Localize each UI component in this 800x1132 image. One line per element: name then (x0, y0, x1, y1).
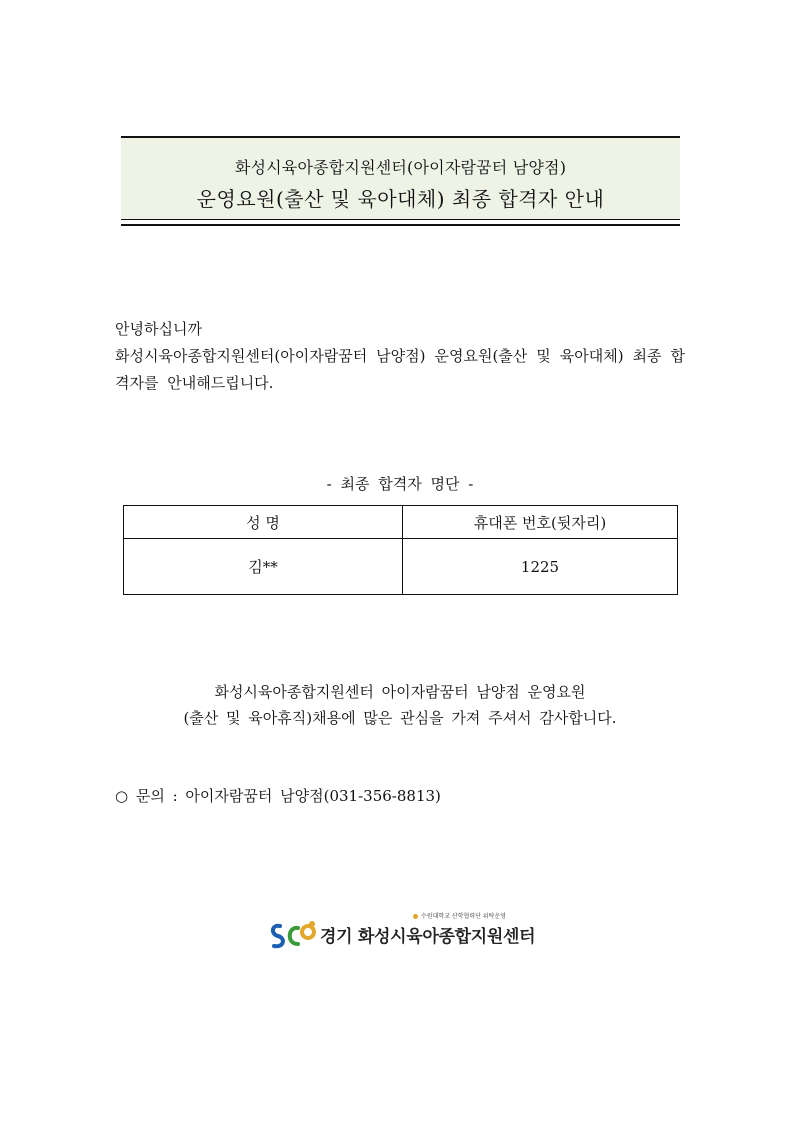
table-row (124, 539, 678, 595)
page-title: 운영요원(출산 및 육아대체) 최종 합격자 안내 (196, 187, 605, 211)
title-divider (121, 219, 680, 220)
logo-tagline (413, 911, 506, 920)
contact-info: ○ 문의 : 아이자람꿈터 남양점(031-356-8813) (115, 787, 441, 805)
logo-name: 경기 화성시육아종합지원센터 (320, 927, 536, 947)
list-title: - 최종 합격자 명단 - (326, 475, 474, 493)
logo-tagline-text: 수원대학교 산학협력단 위탁운영 (421, 913, 506, 920)
result-table (123, 505, 678, 595)
column-header-name: 성 명 (124, 506, 403, 539)
center-logo (268, 910, 538, 950)
closing-line-1: 화성시육아종합지원센터 아이자람꿈터 남양점 운영요원 (214, 683, 586, 701)
cell-name: 김** (124, 539, 403, 595)
title-organization: 화성시육아종합지원센터(아이자람꿈터 남양점) (234, 158, 567, 177)
closing-line-2: (출산 및 육아휴직)채용에 많은 관심을 가져 주셔서 감사합니다. (183, 709, 617, 727)
title-banner (121, 136, 680, 220)
cell-phone: 1225 (403, 539, 678, 595)
column-header-phone: 휴대폰 번호(뒷자리) (403, 506, 678, 539)
table-header-row (124, 506, 678, 539)
title-divider-thick (121, 224, 680, 226)
greeting-text: 안녕하십니까 (115, 320, 202, 338)
tagline-dot-icon (413, 914, 418, 919)
logo-symbol-icon (268, 920, 324, 950)
intro-paragraph: 화성시육아종합지원센터(아이자람꿈터 남양점) 운영요원(출산 및 육아대체) 최종 합격자를 안내해드립니다. (115, 347, 685, 392)
